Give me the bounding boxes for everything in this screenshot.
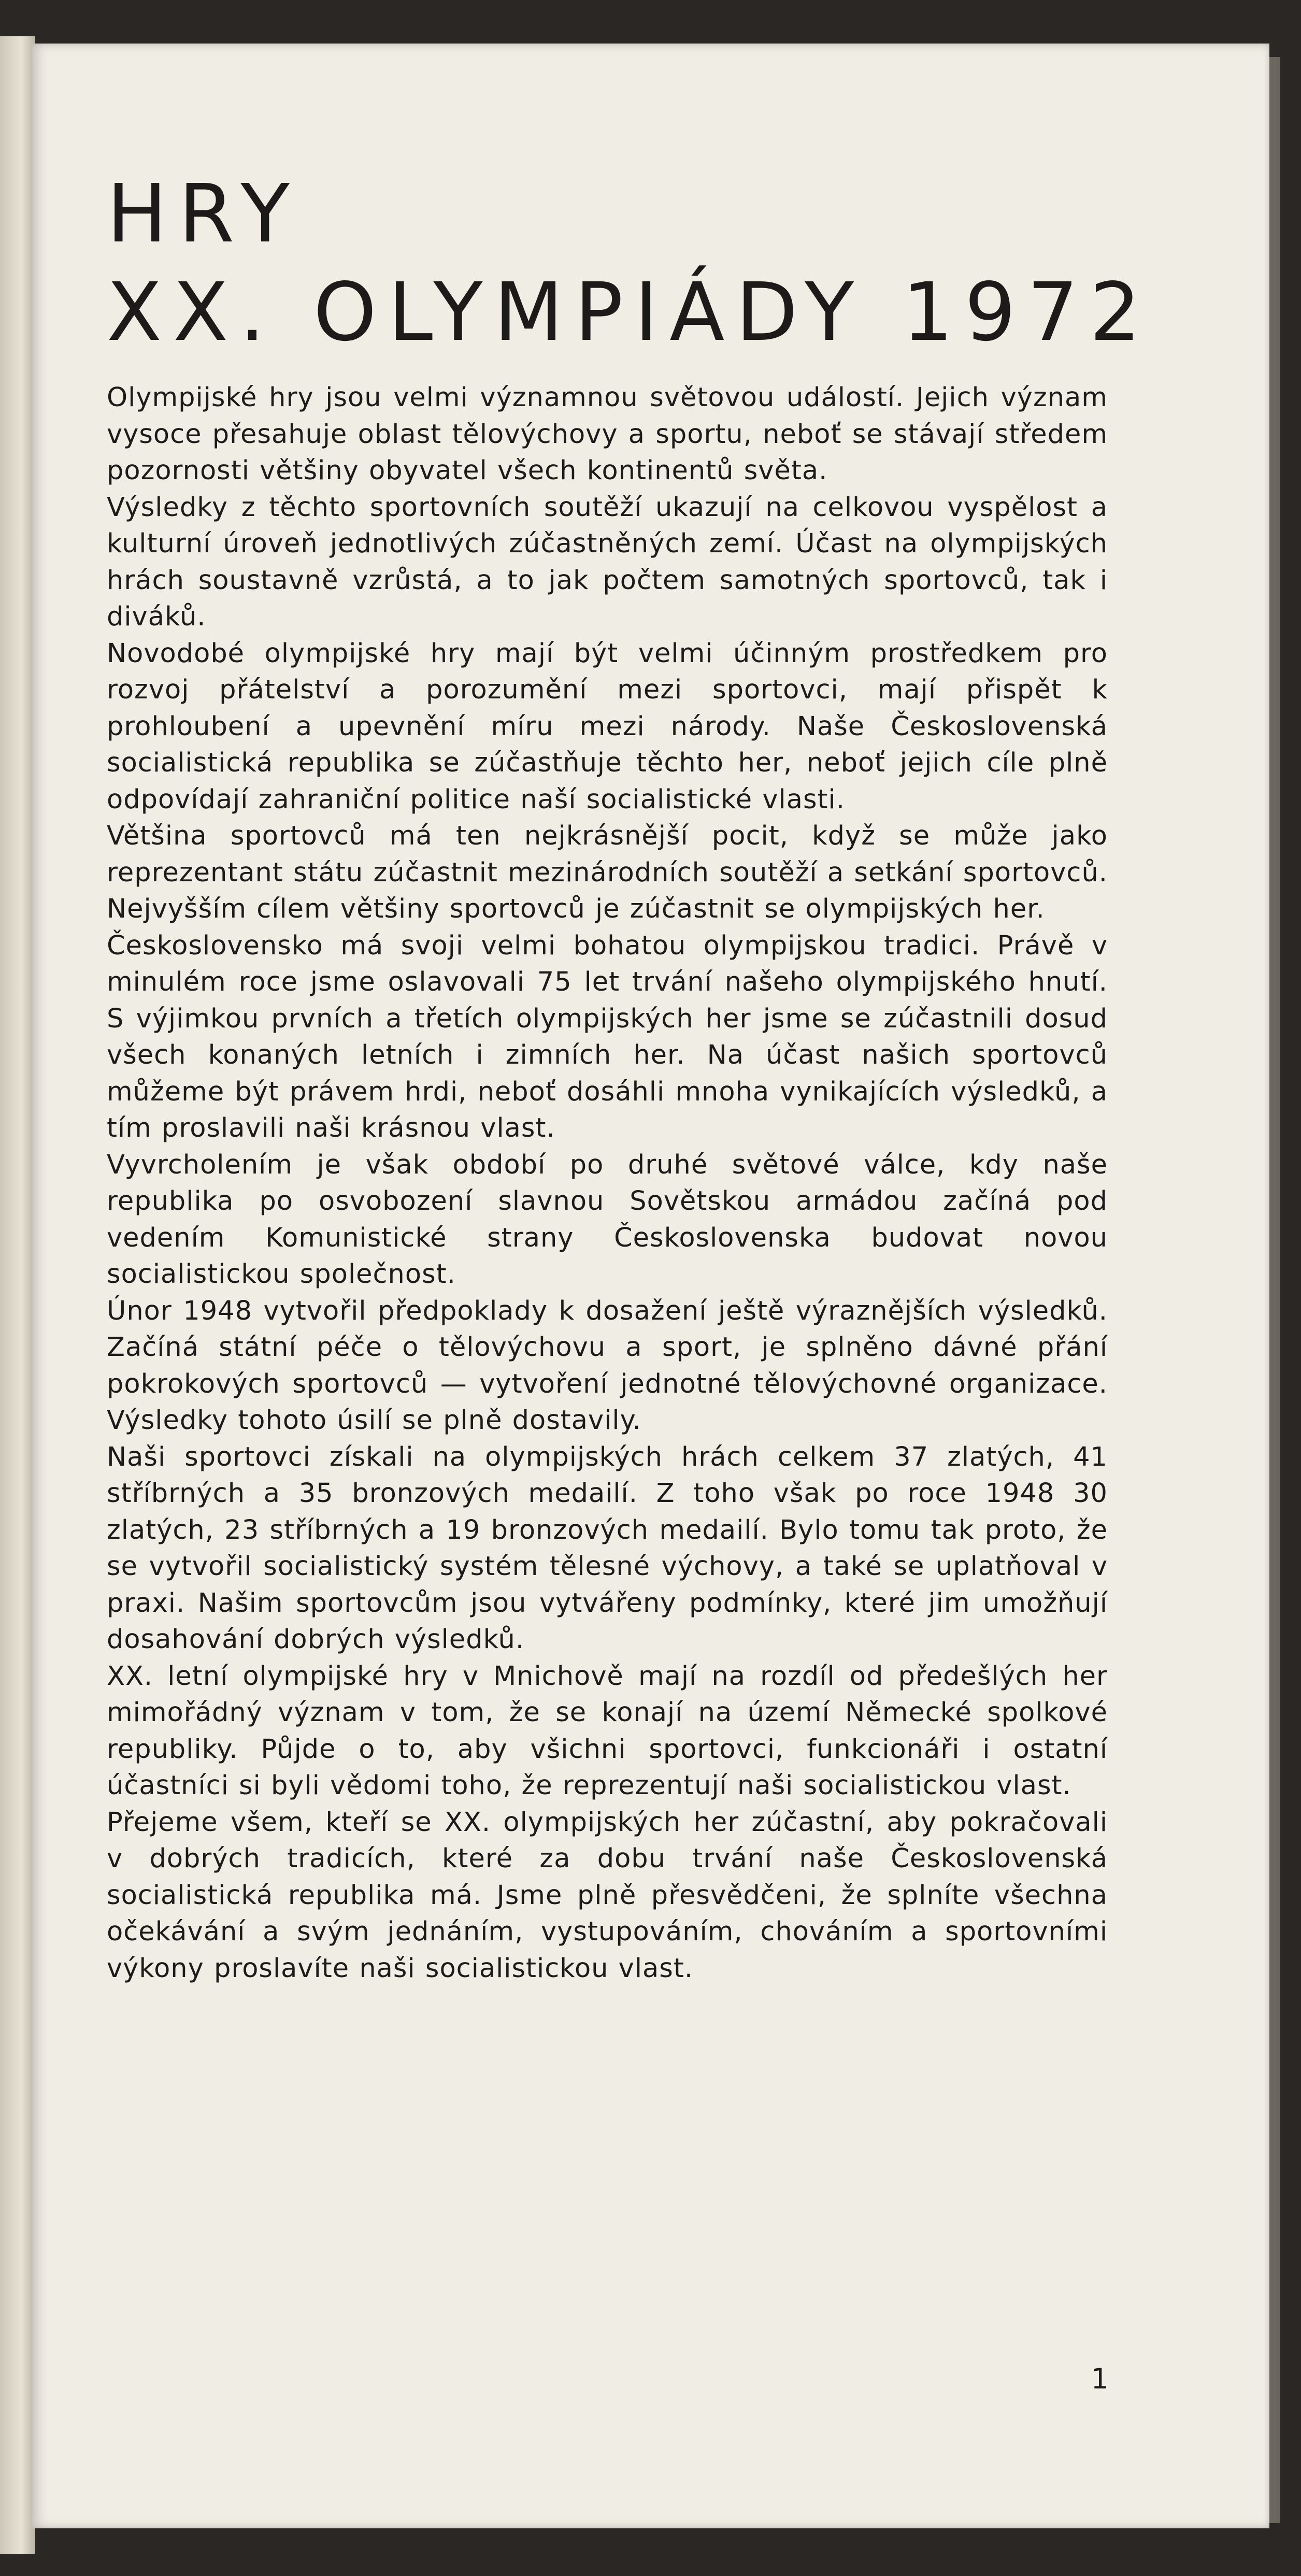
- paragraph: XX. letní olympijské hry v Mnichově mají na rozdíl od předešlých her mimořádný význam v tom, že se konají na území Německé spolkové republiky. Půjde o to, aby všichni sportovci, funkcionáři i ostatní účastníci si byli vědomi toho, že reprezentují naši socialistickou vlast.: [107, 1661, 1108, 1801]
- paragraph: Přejeme všem, kteří se XX. olympijských her zúčastní, aby pokračovali v dobrých tradicích, které za dobu trvání naše Československá socialistická republika má. Jsme plně přesvědčeni, že splníte všechna očekávání a svým jednáním, vystupováním, chováním a sportovními výkony proslavíte naši socialistickou vlast.: [107, 1807, 1108, 1984]
- page-number: 1: [1091, 2363, 1109, 2395]
- paragraph: Československo má svoji velmi bohatou olympijskou tradici. Právě v minulém roce jsme oslavovali 75 let trvání našeho olympijského hnutí. S výjimkou prvních a třetích olympijských her jsme se zúčastnili dosud všech konaných letních i zimních her. Na účast našich sportovců můžeme být právem hrdi, neboť dosáhli mnoha vynikajících výsledků, a tím proslavili naši krásnou vlast.: [107, 930, 1108, 1143]
- paragraph: Většina sportovců má ten nejkrásnější pocit, když se může jako reprezentant státu zúčastnit mezinárodních soutěží a setkání sportovců. Nejvyšším cílem většiny sportovců je zúčastnit se olympijských her.: [107, 821, 1108, 924]
- title-line-2: XX. OLYMPIÁDY 1972: [107, 265, 1152, 359]
- paragraph: Naši sportovci získali na olympijských hrách celkem 37 zlatých, 41 stříbrných a 35 bronzových medailí. Z toho však po roce 1948 30 zlatých, 23 stříbrných a 19 bronzových medailí. Bylo tomu tak proto, že se vytvořil socialistický systém tělesné výchovy, a také se uplatňoval v praxi. Našim sportovcům jsou vytvářeny podmínky, které jim umožňují dosahování dobrých výsledků.: [107, 1441, 1108, 1655]
- title-line-1: HRY: [107, 167, 302, 261]
- page-title: [107, 165, 1152, 362]
- page-edge-shadow: [1269, 57, 1280, 2523]
- previous-page-edge: [0, 36, 35, 2554]
- paragraph: Novodobé olympijské hry mají být velmi účinným prostředkem pro rozvoj přátelství a porozumění mezi sportovci, mají přispět k prohloubení a upevnění míru mezi národy. Naše Československá socialistická republika se zúčastňuje těchto her, neboť jejich cíle plně odpovídají zahraniční politice naší socialistické vlasti.: [107, 638, 1108, 815]
- body-text: [107, 380, 1108, 1987]
- paragraph: Olympijské hry jsou velmi významnou světovou událostí. Jejich význam vysoce přesahuje oblast tělovýchovy a sportu, neboť se stávají středem pozornosti většiny obyvatel všech kontinentů světa.: [107, 382, 1108, 486]
- paragraph: Výsledky z těchto sportovních soutěží ukazují na celkovou vyspělost a kulturní úroveň jednotlivých zúčastněných zemí. Účast na olympijských hrách soustavně vzrůstá, a to jak počtem samotných sportovců, tak i diváků.: [107, 492, 1108, 632]
- paragraph: Vyvrcholením je však období po druhé světové válce, kdy naše republika po osvobození slavnou Sovětskou armádou začíná pod vedením Komunistické strany Československa budovat novou socialistickou společnost.: [107, 1149, 1108, 1290]
- paragraph: Únor 1948 vytvořil předpoklady k dosažení ještě výraznějších výsledků. Začíná státní péče o tělovýchovu a sport, je splněno dávné přání pokrokových sportovců — vytvoření jednotné tělovýchovné organizace. Výsledky tohoto úsilí se plně dostavily.: [107, 1295, 1108, 1436]
